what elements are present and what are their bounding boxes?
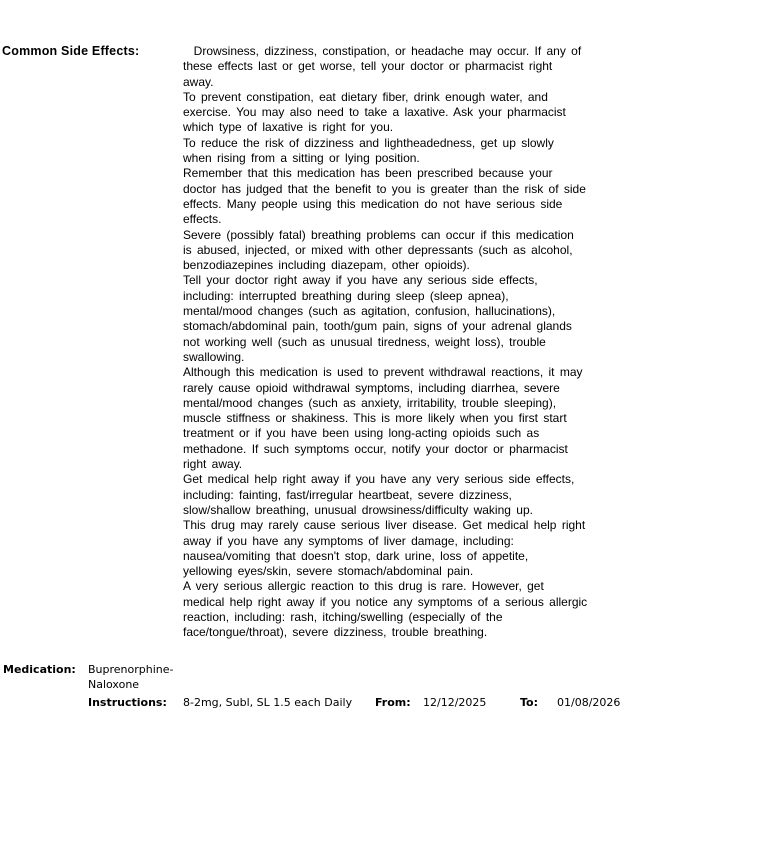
side-effect-line: away if you have any symptoms of liver damage, including: [183,533,514,548]
side-effect-line: To reduce the risk of dizziness and lightheadedness, get up slowly [183,135,554,150]
side-effect-line: exercise. You may also need to take a laxative. Ask your pharmacist [183,105,566,120]
side-effect-line: yellowing eyes/skin, severe stomach/abdominal pain. [183,564,474,579]
instructions-label: Instructions: [88,696,167,709]
to-date: 01/08/2026 [557,696,621,709]
side-effect-line: slow/shallow breathing, unusual drowsiness/difficulty waking up. [183,502,533,517]
to-label: To: [520,696,538,709]
side-effect-line: mental/mood changes (such as agitation, confusion, hallucinations), [183,304,556,319]
side-effect-line: stomach/abdominal pain, tooth/gum pain, signs of your adrenal glands [183,319,572,334]
side-effect-line: which type of laxative is right for you. [183,120,394,135]
side-effect-line: muscle stiffness or shakiness. This is more likely when you first start [183,411,567,426]
side-effect-line: these effects last or get worse, tell your doctor or pharmacist right [183,59,553,74]
side-effect-line: To prevent constipation, eat dietary fiber, drink enough water, and [183,89,548,104]
side-effects-text [183,44,623,641]
medication-value: Buprenorphine-Naloxone [88,663,174,691]
side-effect-line: not working well (such as unusual tiredness, weight loss), trouble [183,334,546,349]
side-effect-line: medical help right away if you notice any symptoms of a serious allergic [183,594,588,609]
side-effect-line: rarely cause opioid withdrawal symptoms, including diarrhea, severe [183,380,560,395]
side-effect-line: face/tongue/throat), severe dizziness, trouble breathing. [183,625,488,640]
side-effect-line: doctor has judged that the benefit to you is greater than the risk of side [183,181,586,196]
side-effect-line: reaction, including: rash, itching/swelling (especially of the [183,609,503,624]
side-effect-line: Get medical help right away if you have any very serious side effects, [183,472,575,487]
from-date: 12/12/2025 [423,696,487,709]
instructions-value: 8-2mg, Subl, SL 1.5 each Daily [183,696,353,709]
side-effect-line: including: fainting, fast/irregular heartbeat, severe dizziness, [183,487,512,502]
side-effect-line: mental/mood changes (such as anxiety, irritability, trouble sleeping), [183,395,557,410]
side-effect-line: This drug may rarely cause serious liver disease. Get medical help right [183,518,586,533]
side-effect-line: A very serious allergic reaction to this drug is rare. However, get [183,579,544,594]
side-effect-line: benzodiazepines including diazepam, other opioids). [183,258,470,273]
side-effect-line: swallowing. [183,349,245,364]
common-side-effects-label: Common Side Effects: [2,44,140,58]
side-effect-line: including: interrupted breathing during sleep (sleep apnea), [183,288,509,303]
side-effect-line: Tell your doctor right away if you have any serious side effects, [183,273,538,288]
side-effect-line: Drowsiness, dizziness, constipation, or headache may occur. If any of [183,44,582,58]
side-effect-line: when rising from a sitting or lying position. [183,151,420,166]
side-effect-line: away. [183,74,214,89]
side-effect-line: nausea/vomiting that doesn't stop, dark urine, loss of appetite, [183,548,529,563]
side-effect-line: Although this medication is used to prevent withdrawal reactions, it may [183,365,583,380]
side-effect-line: is abused, injected, or mixed with other depressants (such as alcohol, [183,242,573,257]
side-effect-line: Severe (possibly fatal) breathing problems can occur if this medication [183,227,574,242]
from-label: From: [375,696,411,709]
side-effect-line: right away. [183,457,243,472]
medication-label: Medication: [3,663,76,676]
side-effect-line: effects. Many people using this medication do not have serious side [183,196,563,211]
side-effect-line: Remember that this medication has been prescribed because your [183,166,553,181]
side-effect-line: methadone. If such symptoms occur, notify your doctor or pharmacist [183,441,568,456]
side-effect-line: treatment or if you have been using long-acting opioids such as [183,426,540,441]
side-effect-line: effects. [183,212,222,227]
